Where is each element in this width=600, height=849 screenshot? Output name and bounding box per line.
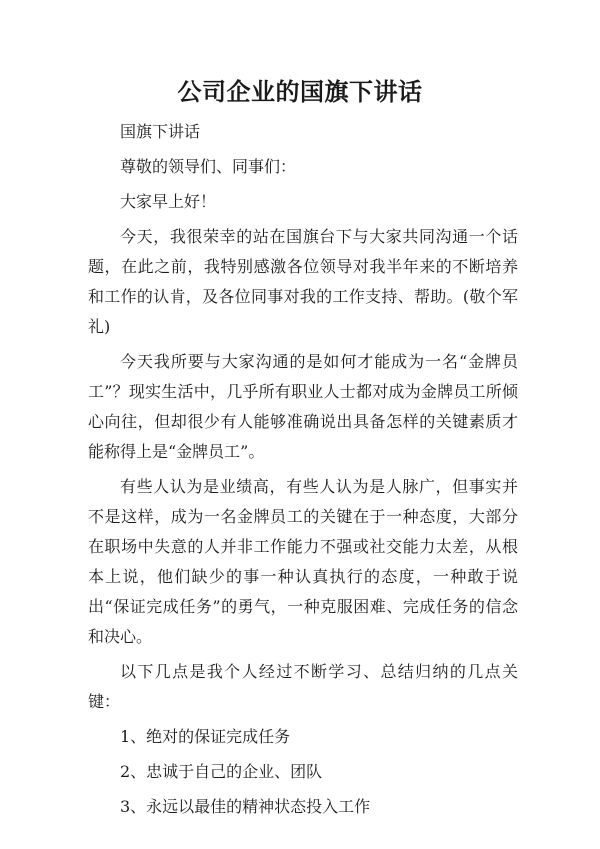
paragraph-greeting: 大家早上好！ (120, 192, 217, 211)
paragraph-attitude: 有些人认为是业绩高，有些人认为是人脉广，但事实并不是这样，成为一名金牌员工的关键在于一种态度，大部分在职场中失意的人并非工作能力不强或社交能力太差，从根本上说，他们缺少的事一种认真执行的态度，一种敢于说出“保证完成任务”的勇气，一种克服困难、完成任务的信念和决心。 (88, 477, 518, 646)
paragraph-topic: 今天我所要与大家沟通的是如何才能成为一名“金牌员工”？现实生活中，几乎所有职业人士都对成为金牌员工所倾心向往，但却很少有人能够准确说出具备怎样的关键素质才能称得上是“金牌员工”。 (88, 352, 518, 461)
paragraph-intro: 今天，我很荣幸的站在国旗台下与大家共同沟通一个话题，在此之前，我特别感激各位领导对我半年来的不断培养和工作的认肯，及各位同事对我的工作支持、帮助。(敬个军礼) (88, 227, 518, 336)
list-item-3: 3、永远以最佳的精神状态投入工作 (120, 797, 371, 816)
document-title: 公司企业的国旗下讲话 (177, 77, 423, 106)
list-item-1: 1、绝对的保证完成任务 (120, 727, 291, 746)
paragraph-key-points-intro: 以下几点是我个人经过不断学习、总结归纳的几点关键： (88, 662, 518, 711)
list-item-2: 2、忠诚于自己的企业、团队 (120, 762, 323, 781)
paragraph-salutation: 尊敬的领导们、同事们： (120, 157, 297, 176)
paragraph-heading: 国旗下讲话 (120, 122, 201, 141)
document-body (88, 117, 518, 827)
